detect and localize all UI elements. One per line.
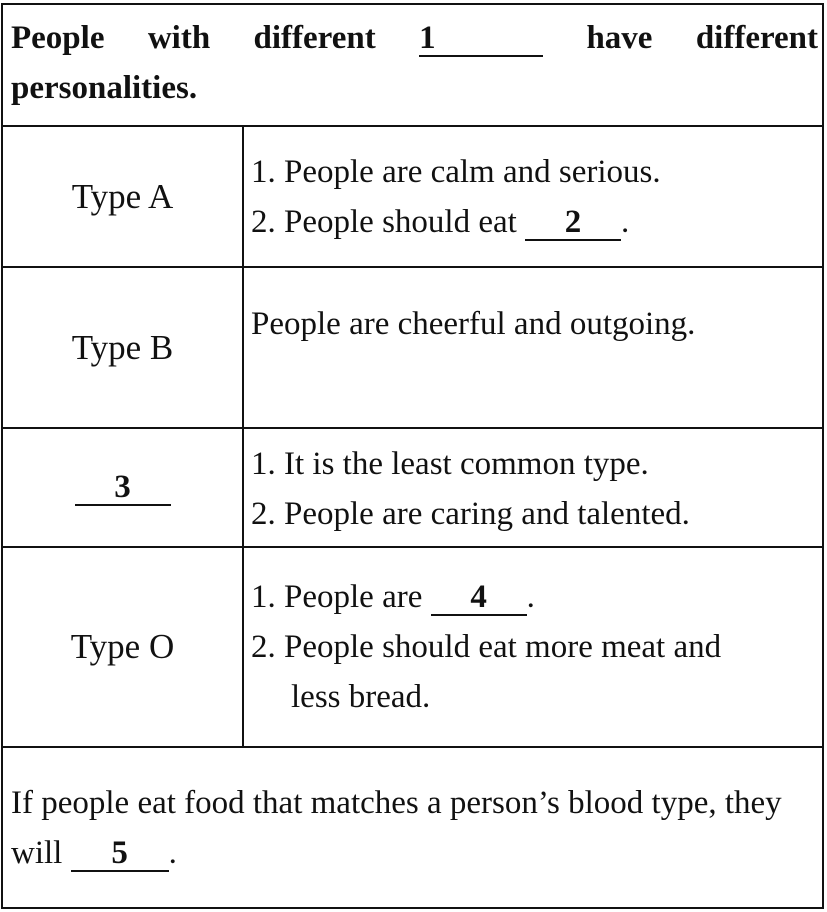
blank-1[interactable]: 1 (419, 21, 543, 57)
desc-line (251, 572, 820, 622)
row-description (244, 429, 822, 546)
table-row-type-b (3, 268, 822, 429)
blank-3[interactable]: 3 (75, 470, 171, 506)
blood-type-summary-table (1, 3, 824, 909)
desc-line-text: 2. People should eat (251, 204, 517, 240)
row-description (244, 127, 822, 266)
header-text-after: have different personalities. (11, 20, 818, 106)
blank-2[interactable]: 2 (525, 205, 621, 241)
blank-5[interactable]: 5 (71, 836, 169, 872)
table-row-type-3 (3, 429, 822, 548)
table-header-row (3, 5, 822, 127)
header-text-before: People with different (11, 20, 376, 56)
desc-line: less bread. (291, 679, 431, 715)
blank-4[interactable]: 4 (431, 580, 527, 616)
table-footer-row (3, 748, 822, 909)
desc-line: 1. It is the least common type. (251, 446, 649, 482)
row-description (244, 268, 822, 427)
row-description (244, 548, 822, 746)
desc-line: 2. People should eat more meat and (251, 629, 722, 665)
footer-text-before: If people eat food that matches a person’s blood type, they will (11, 785, 782, 871)
desc-line: 2. People are caring and talented. (251, 496, 690, 532)
desc-line-text: 1. People are (251, 579, 423, 615)
row-label: Type A (3, 127, 244, 266)
desc-line: 1. People are calm and serious. (251, 154, 661, 190)
table-row-type-o (3, 548, 822, 748)
row-label: Type O (3, 548, 244, 746)
footer-text-after: . (168, 835, 177, 871)
desc-line-suffix: . (526, 579, 535, 615)
desc-line-suffix: . (621, 204, 630, 240)
desc-text: People are cheerful and outgoing. (251, 306, 696, 342)
table-row-type-a (3, 127, 822, 268)
row-label: Type B (3, 268, 244, 427)
desc-line (251, 197, 820, 247)
header-statement (11, 13, 818, 113)
footer-statement (11, 778, 818, 878)
row-label (3, 429, 244, 546)
